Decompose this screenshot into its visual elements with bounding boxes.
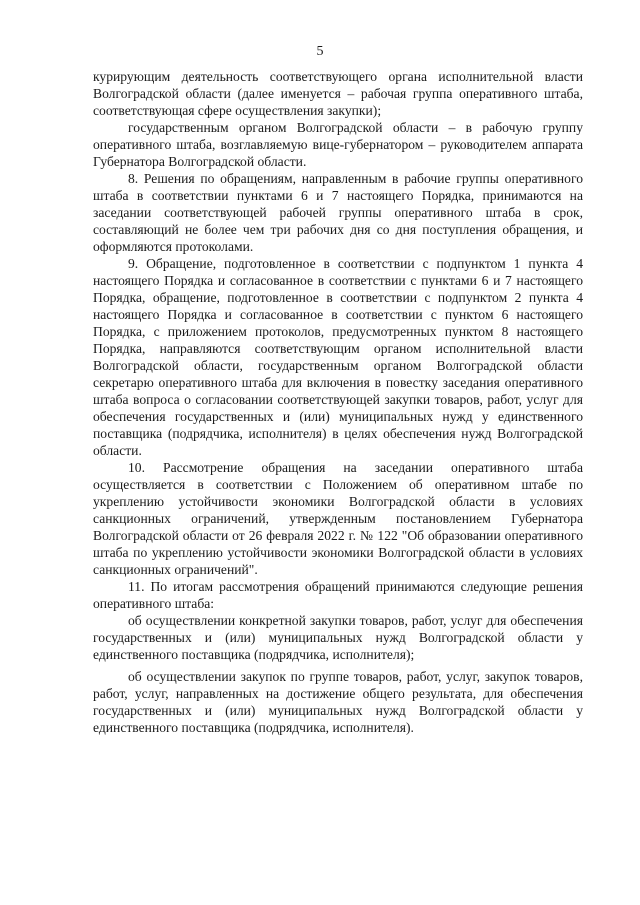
paragraph-item-9: 9. Обращение, подготовленное в соответствии с подпунктом 1 пункта 4 настоящего Порядка и согласованное в соответствии с пунктами 6 и 7 настоящего Порядка, обращение, подготовленное в соответствии с подпунктом 2 пункта 4 настоящего Порядка и согласованное в соответствии с пунктом 6 настоящего Порядка, с приложением протоколов, предусмотренных пунктом 8 настоящего Порядка, направляются соответствующим органом исполнительной власти Волгоградской области, государственным органом Волгоградской области секретарю оперативного штаба для включения в повестку заседания оперативного штаба вопроса о согласовании соответствующей закупки товаров, работ, услуг для обеспечения государственных и (или) муниципальных нужд у единственного поставщика (подрядчика, исполнителя) в целях обеспечения нужд Волгоградской области. bbox=[93, 256, 583, 458]
paragraph-item-8: 8. Решения по обращениям, направленным в рабочие группы оперативного штаба в соответствии пунктами 6 и 7 настоящего Порядка, принимаются на заседании соответствующей рабочей группы оперативного штаба в срок, составляющий не более чем три рабочих дня со дня поступления обращения, и оформляются протоколами. bbox=[93, 171, 583, 254]
paragraph-item-10: 10. Рассмотрение обращения на заседании оперативного штаба осуществляется в соответствии с Положением об оперативном штабе по укреплению устойчивости экономики Волгоградской области в условиях санкционных ограничений, утвержденным постановлением Губернатора Волгоградской области от 26 февраля 2022 г. № 122 "Об образовании оперативного штаба по укреплению устойчивости экономики Волгоградской области в условиях санкционных ограничений". bbox=[93, 460, 583, 577]
paragraph-decision-group-procurement: об осуществлении закупок по группе товаров, работ, услуг, закупок товаров, работ, услуг, направленных на достижение общего результата, для обеспечения государственных и (или) муниципальных нужд Волгоградской области у единственного поставщика (подрядчика, исполнителя). bbox=[93, 669, 583, 735]
paragraph-working-group-continuation: курирующим деятельность соответствующего органа исполнительной власти Волгоградской области (далее именуется – рабочая группа оперативного штаба, соответствующая сфере осуществления закупки); bbox=[93, 69, 583, 118]
page-number: 5 bbox=[316, 44, 324, 59]
paragraph-item-11: 11. По итогам рассмотрения обращений принимаются следующие решения оперативного штаба: bbox=[93, 579, 583, 611]
paragraph-state-body: государственным органом Волгоградской области – в рабочую группу оперативного штаба, возглавляемую вице-губернатором – руководителем аппарата Губернатора Волгоградской области. bbox=[93, 120, 583, 169]
paragraph-decision-specific-procurement: об осуществлении конкретной закупки товаров, работ, услуг для обеспечения государственных и (или) муниципальных нужд Волгоградской области у единственного поставщика (подрядчика, исполнителя); bbox=[93, 613, 583, 662]
document-body bbox=[93, 68, 583, 736]
